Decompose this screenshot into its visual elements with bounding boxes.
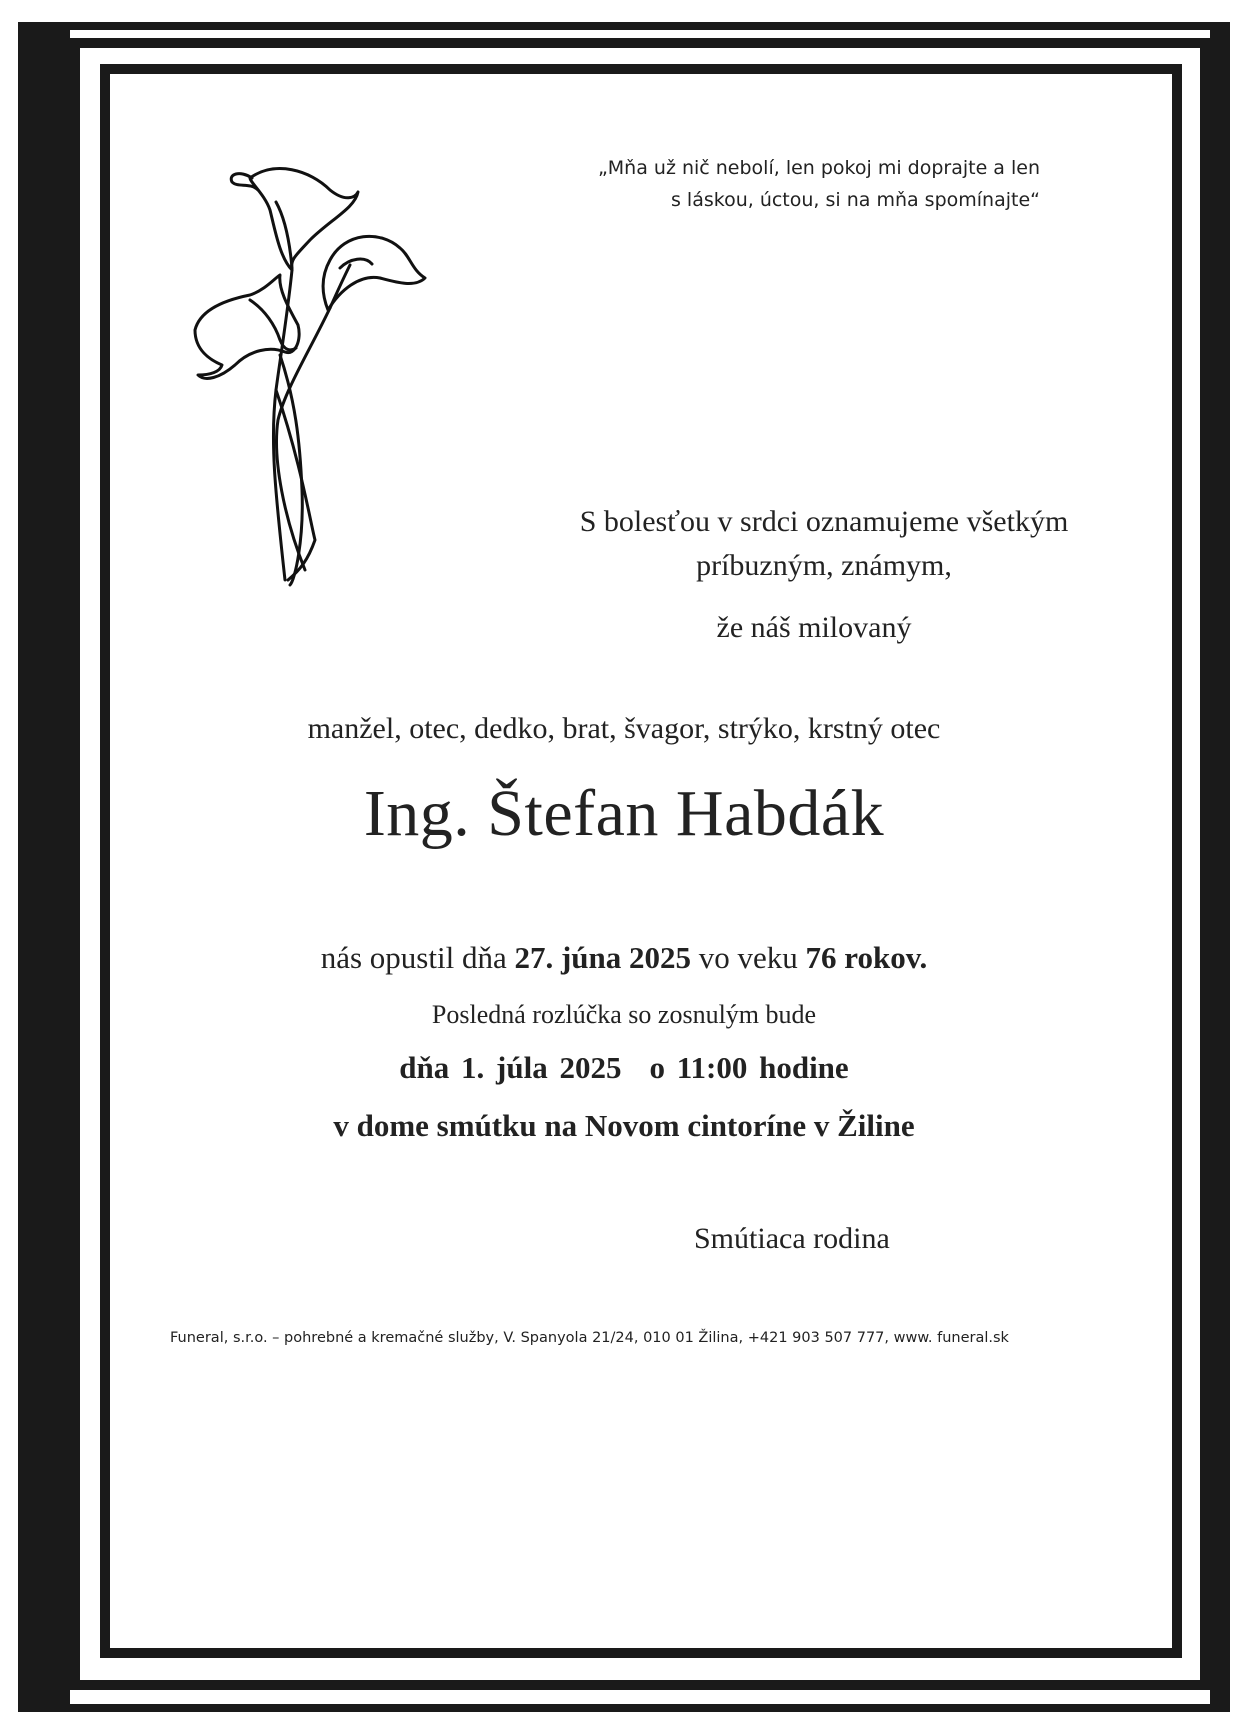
funeral-datetime <box>0 1050 1248 1086</box>
intro-line-2: príbuzným, známym, <box>696 549 952 582</box>
memorial-quote <box>480 152 1040 216</box>
intro-line-1: S bolesťou v srdci oznamujeme všetkým <box>579 505 1069 538</box>
announcement-intro <box>0 500 1248 650</box>
death-notice <box>0 940 1248 976</box>
funeral-place: v dome smútku na Novom cintoríne v Žiline <box>333 1108 915 1143</box>
funeral-intro: Posledná rozlúčka so zosnulým bude <box>431 1000 817 1029</box>
family-relations: manžel, otec, dedko, brat, švagor, strýko, krstný otec <box>307 712 941 745</box>
death-middle: vo veku <box>698 940 798 975</box>
quote-line-2: s láskou, úctou, si na mňa spomínajte“ <box>670 189 1040 211</box>
intro-line-3: že náš milovaný <box>716 611 912 644</box>
death-date: 27. júna 2025 <box>514 940 692 975</box>
footer-funeral-company: Funeral, s.r.o. – pohrebné a kremačné služby, V. Spanyola 21/24, 010 01 Žilina, +421 903 507 777, www. funeral.sk <box>170 1330 1009 1346</box>
signature: Smútiaca rodina <box>694 1222 890 1255</box>
quote-line-1: „Mňa už nič nebolí, len pokoj mi doprajte a len <box>597 157 1040 179</box>
funeral-time: o 11:00 hodine <box>649 1050 849 1085</box>
funeral-date: dňa 1. júla 2025 <box>399 1050 622 1085</box>
deceased-name: Ing. Štefan Habdák <box>363 777 885 850</box>
death-age: 76 rokov. <box>805 940 928 975</box>
death-prefix: nás opustil dňa <box>320 940 507 975</box>
